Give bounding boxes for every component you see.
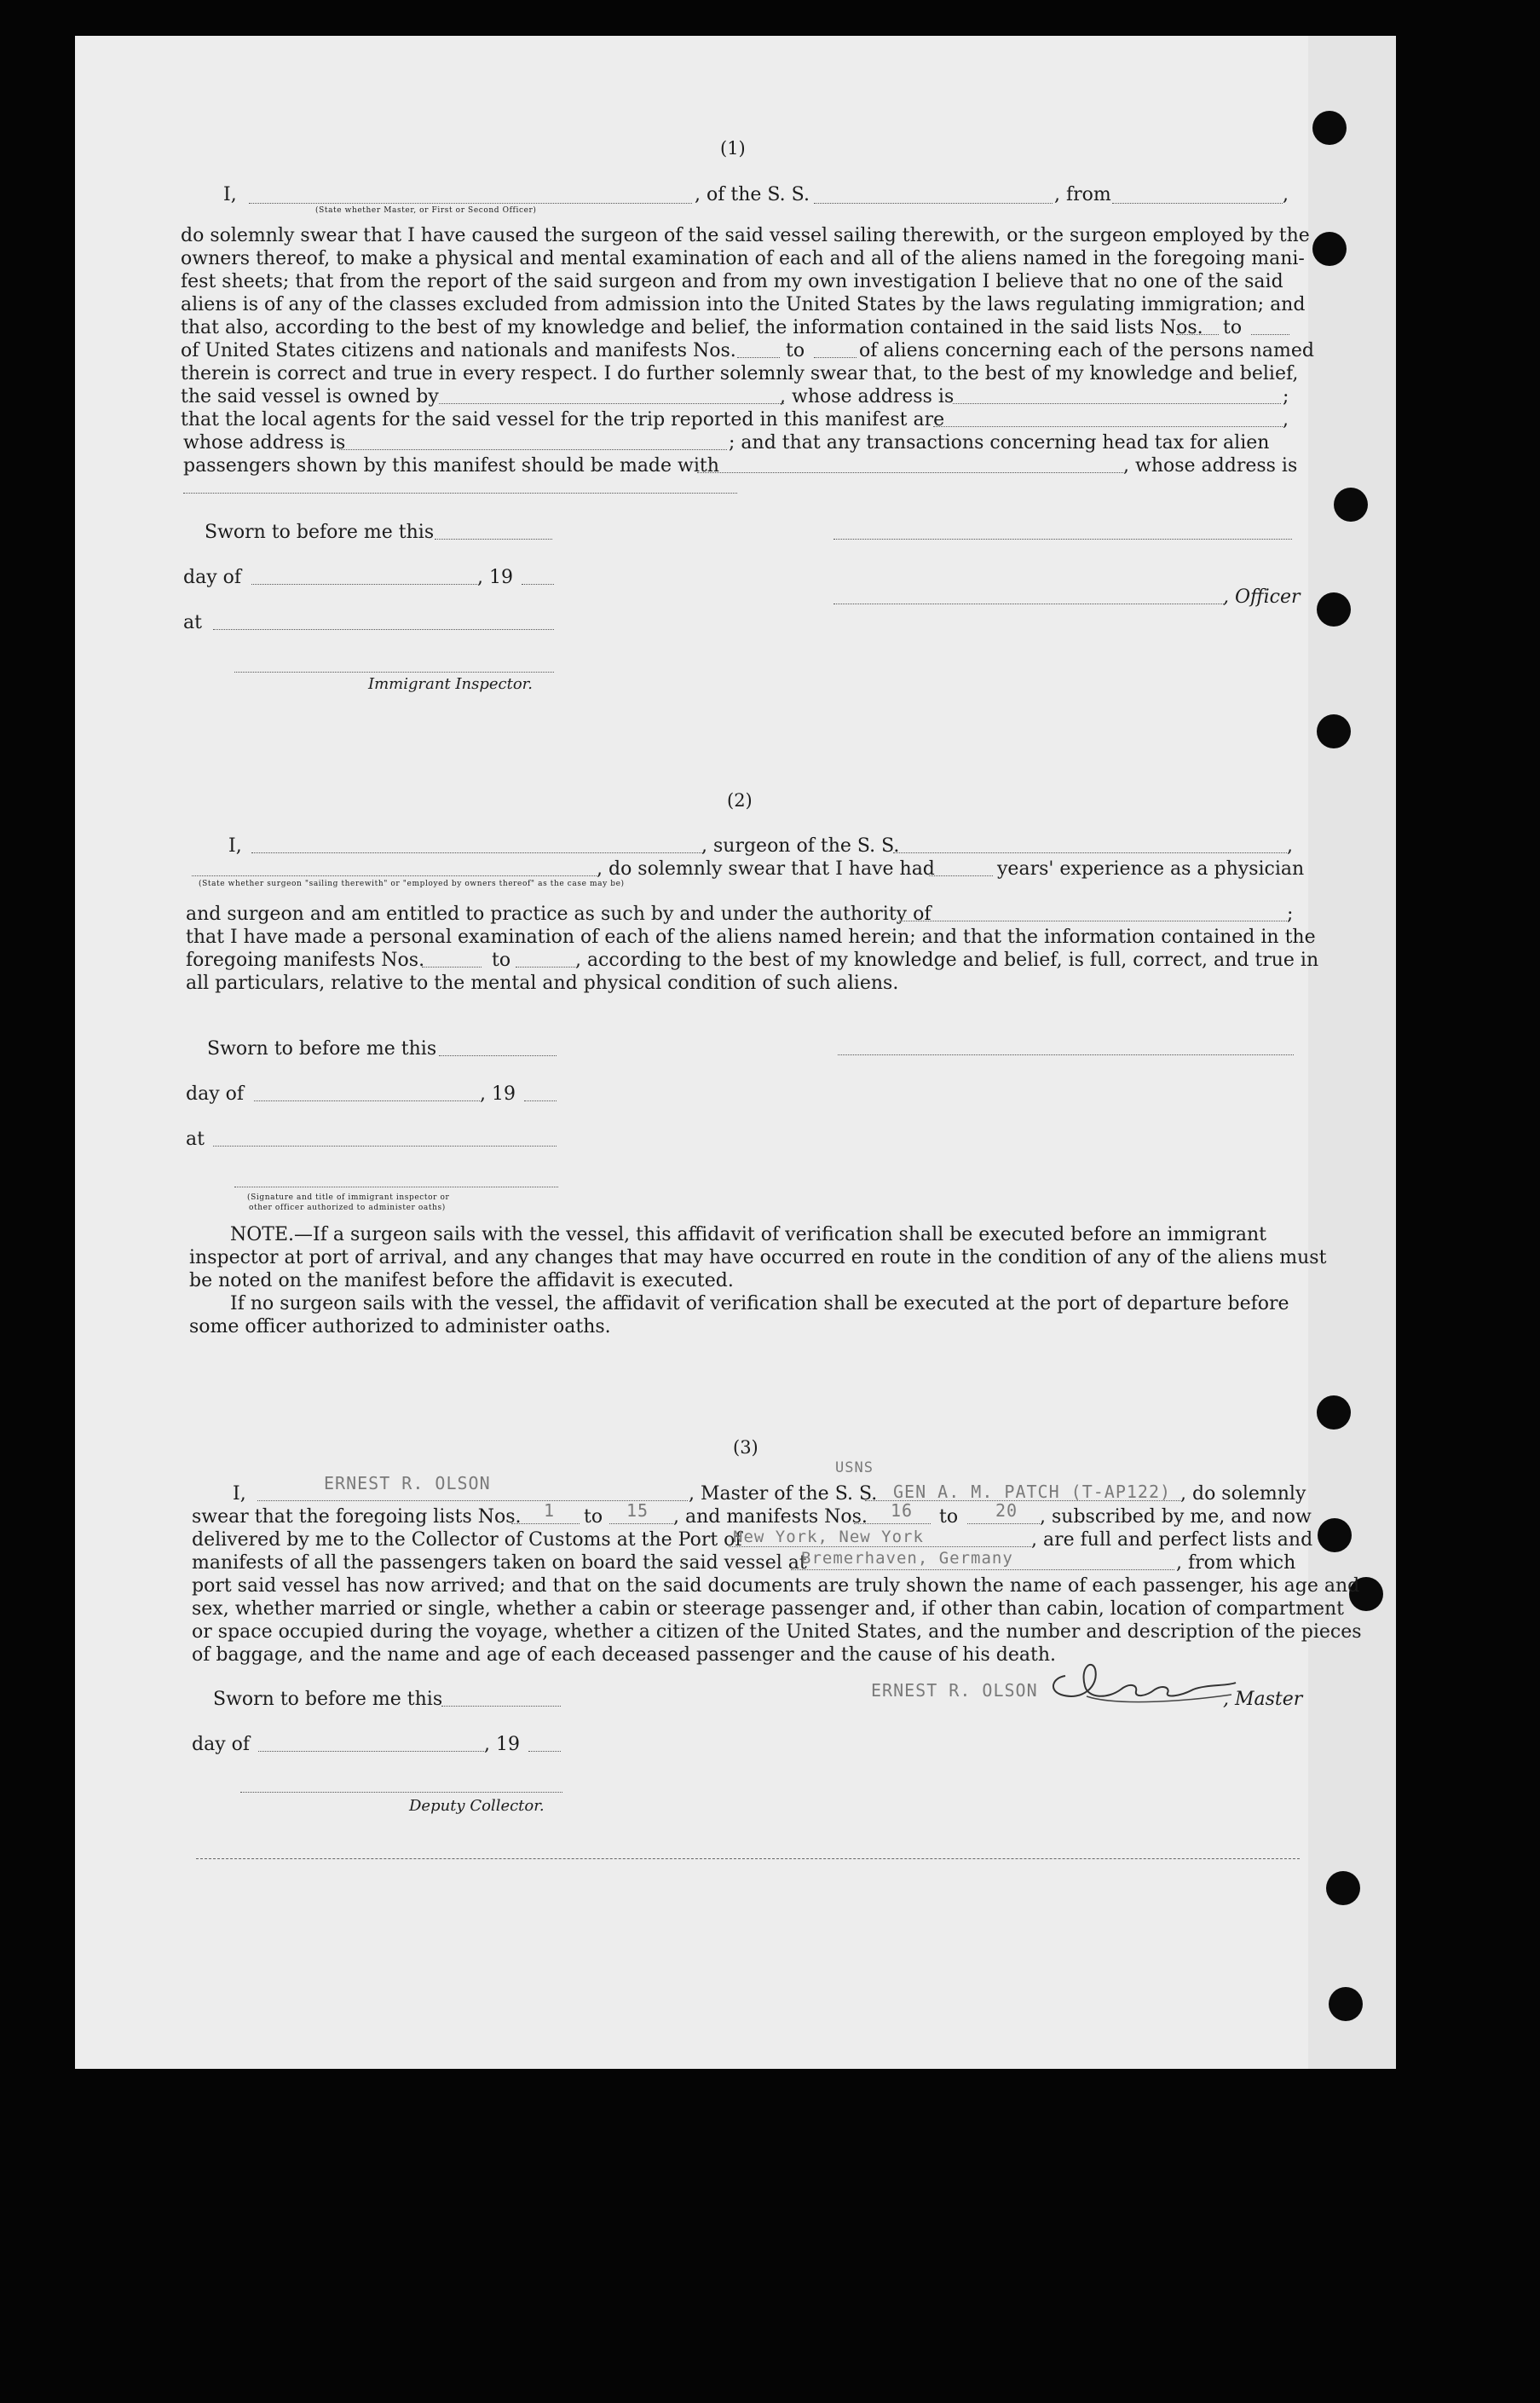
s1-agents-address-blank xyxy=(339,449,727,450)
s1-para-8: that the local agents for the said vessel for the trip reported in this manifest are xyxy=(181,409,945,430)
s2-day-blank xyxy=(254,1100,480,1101)
s1-day-blank xyxy=(251,584,477,585)
s3-para-2: or space occupied during the voyage, whether a citizen of the United States, and the number and description of the pieces xyxy=(192,1621,1362,1643)
s3-departure-blank xyxy=(791,1569,1174,1570)
s1-hint: (State whether Master, or First or Second Officer) xyxy=(315,206,537,215)
s2-i: I, xyxy=(228,835,242,857)
s1-signature-blank xyxy=(833,539,1292,540)
s2-sig-caption-2: other officer authorized to administer oaths) xyxy=(249,1204,446,1212)
s2-sworn-blank xyxy=(439,1055,557,1056)
s3-port-blank xyxy=(729,1546,1031,1547)
s3-year: , 19 xyxy=(484,1734,520,1755)
s1-whose-address-2: , whose address is xyxy=(1123,455,1298,477)
s3-para-0: port said vessel has now arrived; and that on the said documents are truly shown the name of each passenger, his age and xyxy=(192,1575,1360,1597)
s3-and-manifests: , and manifests Nos. xyxy=(673,1506,868,1528)
s2-year: , 19 xyxy=(480,1083,516,1105)
s1-year: , 19 xyxy=(477,567,513,588)
s1-agents-blank xyxy=(933,426,1283,427)
s3-master-blank xyxy=(257,1500,688,1501)
s1-year-blank xyxy=(522,584,554,585)
s2-years: years' experience as a physician xyxy=(997,858,1305,880)
s2-surgeon-blank xyxy=(251,852,703,853)
s1-comma-2: , xyxy=(1283,409,1289,430)
s3-deputy-blank xyxy=(240,1792,562,1793)
s2-comma-1: , xyxy=(1287,835,1293,857)
s1-para-7: the said vessel is owned by xyxy=(181,386,439,407)
s3-lists-from: 1 xyxy=(544,1500,556,1521)
s3-departure: Bremerhaven, Germany xyxy=(801,1549,1013,1568)
s2-manifests-from-blank xyxy=(422,967,482,968)
s1-officer: , Officer xyxy=(1223,586,1301,608)
s2-manifests-to-blank xyxy=(516,967,575,968)
s3-man-from-blank xyxy=(854,1523,931,1524)
s1-officer-blank xyxy=(249,203,692,204)
s1-i: I, xyxy=(223,184,237,205)
s1-para-0: do solemnly swear that I have caused the surgeon of the said vessel sailing therewith, or the surgeon employed by the xyxy=(181,225,1310,246)
s1-para-5: of United States citizens and nationals and manifests Nos. xyxy=(181,340,736,361)
s1-sworn: Sworn to before me this xyxy=(205,522,435,543)
s2-note-2: be noted on the manifest before the affidavit is executed. xyxy=(189,1270,734,1291)
s2-para-1: that I have made a personal examination of each of the aliens named herein; and that the information contained in the xyxy=(186,927,1316,948)
s2-to: to xyxy=(492,950,511,971)
s3-master-name: ERNEST R. OLSON xyxy=(324,1473,491,1493)
s1-at-blank xyxy=(213,629,554,630)
handwritten-signature xyxy=(1035,1652,1240,1712)
s3-lists-to: 15 xyxy=(626,1500,649,1521)
s3-full-perfect: , are full and perfect lists and xyxy=(1031,1529,1313,1551)
s2-hint: (State whether surgeon "sailing therewith" or "employed by owners thereof" as the case may be) xyxy=(199,880,625,888)
s3-manifests-all: manifests of all the passengers taken on board the said vessel at xyxy=(192,1552,807,1574)
s3-delivered: delivered by me to the Collector of Customs at the Port of xyxy=(192,1529,742,1551)
s3-para-3: of baggage, and the name and age of each deceased passenger and the cause of his death. xyxy=(192,1644,1056,1666)
s1-inspector: Immigrant Inspector. xyxy=(368,675,534,693)
s2-at-blank xyxy=(213,1146,557,1147)
s2-semicolon: ; xyxy=(1287,904,1294,925)
s2-para-0: and surgeon and am entitled to practice as such by and under the authority of xyxy=(186,904,931,925)
s2-year-blank xyxy=(524,1100,557,1101)
s2-surgeon-of: , surgeon of the S. S. xyxy=(701,835,900,857)
s3-day-blank xyxy=(258,1751,484,1752)
s3-master-of: , Master of the S. S. xyxy=(689,1483,878,1505)
s1-para-10: passengers shown by this manifest should be made with xyxy=(183,455,719,477)
s2-sworn: Sworn to before me this xyxy=(207,1038,437,1060)
section-2-number: (2) xyxy=(727,790,753,811)
s2-manifests-tail: , according to the best of my knowledge and belief, is full, correct, and true in xyxy=(575,950,1319,971)
s1-of-ss: , of the S. S. xyxy=(695,184,810,205)
s1-to-1: to xyxy=(1223,317,1243,338)
s1-from: , from xyxy=(1054,184,1111,205)
s1-sworn-blank xyxy=(435,539,552,540)
s1-semicolon-1: ; xyxy=(1283,386,1289,407)
s2-note-3: If no surgeon sails with the vessel, the affidavit of verification shall be executed at the port of departure before xyxy=(230,1293,1289,1314)
s1-inspector-blank xyxy=(234,672,554,673)
s3-from-which: , from which xyxy=(1176,1552,1296,1574)
s2-signature-blank xyxy=(838,1054,1294,1055)
s2-years-blank xyxy=(929,875,993,876)
s1-lists-from-blank xyxy=(1176,334,1219,335)
s1-ship-blank xyxy=(814,203,1053,204)
s3-vessel: GEN A. M. PATCH (T-AP122) xyxy=(893,1482,1172,1502)
s3-man-to: 20 xyxy=(995,1500,1018,1521)
s3-day-of: day of xyxy=(192,1734,251,1755)
section-1-number: (1) xyxy=(720,138,746,159)
s1-to-2: to xyxy=(786,340,805,361)
s3-signature-typed: ERNEST R. OLSON xyxy=(871,1680,1038,1701)
s2-para-2: foregoing manifests Nos. xyxy=(186,950,425,971)
s3-to-1: to xyxy=(584,1506,603,1528)
s3-to-2: to xyxy=(939,1506,959,1528)
s2-note-1: inspector at port of arrival, and any changes that may have occurred en route in the condition of any of the aliens must xyxy=(189,1247,1327,1268)
s2-status-blank xyxy=(192,875,597,876)
s3-para-1: sex, whether married or single, whether a cabin or steerage passenger and, if other than cabin, location of compartment xyxy=(192,1598,1344,1620)
s2-note-0: NOTE.—If a surgeon sails with the vessel, this affidavit of verification shall be executed before an immigrant xyxy=(230,1224,1266,1245)
s1-head-tax-blank xyxy=(697,472,1123,473)
s1-head-tax-address-blank xyxy=(183,493,737,494)
s1-at: at xyxy=(183,612,202,633)
s3-deputy: Deputy Collector. xyxy=(409,1797,545,1815)
s1-day-of: day of xyxy=(183,567,242,588)
s1-manifests-to-blank xyxy=(814,357,857,358)
s1-para-1: owners thereof, to make a physical and mental examination of each and all of the aliens named in the foregoing mani- xyxy=(181,248,1305,269)
s1-para-9: whose address is xyxy=(183,432,346,453)
s1-para-2: fest sheets; that from the report of the said surgeon and from my own investigation I believe that no one of the said xyxy=(181,271,1283,292)
s2-para-3: all particulars, relative to the mental and physical condition of such aliens. xyxy=(186,973,899,994)
s3-port: New York, New York xyxy=(733,1528,924,1546)
s3-man-from: 16 xyxy=(891,1500,914,1521)
footer-rule xyxy=(196,1858,1300,1859)
s3-man-to-blank xyxy=(967,1523,1040,1524)
s1-head-tax: ; and that any transactions concerning head tax for alien xyxy=(729,432,1270,453)
s3-i: I, xyxy=(233,1483,246,1505)
s1-comma: , xyxy=(1283,184,1289,205)
s3-subscribed: , subscribed by me, and now xyxy=(1040,1506,1312,1528)
s1-manifests-from-blank xyxy=(737,357,780,358)
s3-lists-from-blank xyxy=(511,1523,580,1524)
s1-owner-blank xyxy=(439,403,784,404)
s1-owner-address-blank xyxy=(953,403,1281,404)
s1-para-3: aliens is of any of the classes excluded from admission into the United States by the laws regulating immigration; and xyxy=(181,294,1306,315)
s1-para-6: therein is correct and true in every respect. I do further solemnly swear that, to the best of my knowledge and belief, xyxy=(181,363,1299,384)
s1-whose-address: , whose address is xyxy=(780,386,955,407)
s2-note-4: some officer authorized to administer oaths. xyxy=(189,1316,611,1337)
s3-swear-lists: swear that the foregoing lists Nos. xyxy=(192,1506,522,1528)
s3-sworn: Sworn to before me this xyxy=(213,1689,443,1710)
s3-usns: USNS xyxy=(835,1459,874,1476)
s1-para-4: that also, according to the best of my knowledge and belief, the information contained in the said lists Nos. xyxy=(181,317,1203,338)
section-3-number: (3) xyxy=(733,1437,758,1458)
s3-year-blank xyxy=(528,1751,561,1752)
s3-lists-to-blank xyxy=(609,1523,673,1524)
s1-lists-to-blank xyxy=(1251,334,1289,335)
s3-solemnly: , do solemnly xyxy=(1180,1483,1306,1505)
s2-at: at xyxy=(186,1129,205,1150)
s2-sig-caption-1: (Signature and title of immigrant inspector or xyxy=(247,1193,450,1202)
s2-solemnly: , do solemnly swear that I have had xyxy=(597,858,935,880)
s1-from-blank xyxy=(1112,203,1283,204)
s3-sworn-blank xyxy=(441,1706,561,1707)
s2-ship-blank xyxy=(893,852,1287,853)
s3-master: , Master xyxy=(1223,1689,1303,1710)
s2-day-of: day of xyxy=(186,1083,245,1105)
s1-aliens-tail: of aliens concerning each of the persons named xyxy=(859,340,1314,361)
